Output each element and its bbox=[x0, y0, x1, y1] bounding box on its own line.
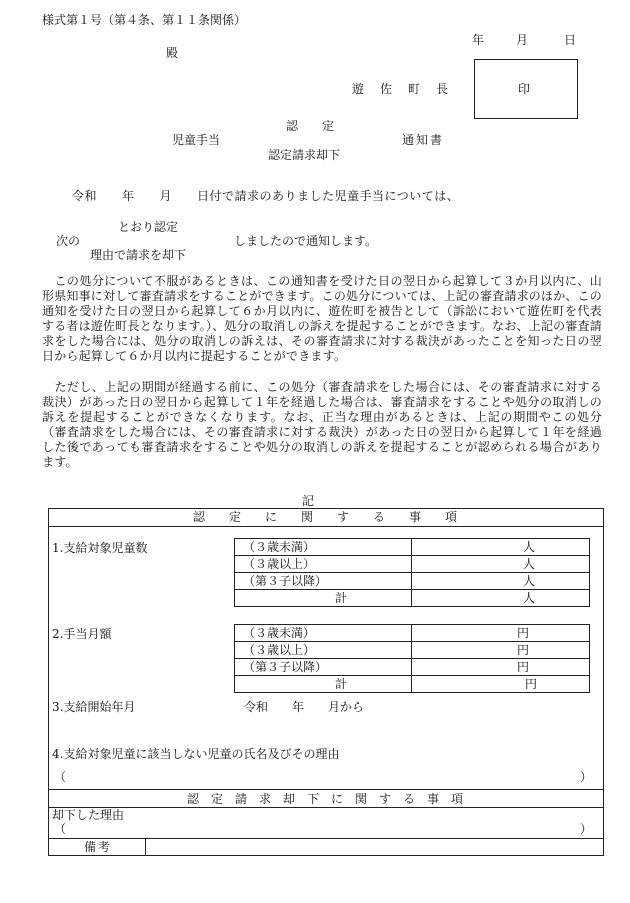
date-day: 日 bbox=[564, 33, 577, 47]
title-option-reject: 認定請求却下 bbox=[268, 148, 341, 162]
start-month-value: 令和 年 月から bbox=[244, 700, 365, 714]
children-row-label: （３歳以上） bbox=[235, 556, 412, 573]
intro-next: 次の bbox=[56, 234, 81, 248]
non-eligible-label: 4.支給対象児童に該当しない児童の氏名及びその理由 bbox=[52, 747, 340, 761]
children-total-label: 計 bbox=[235, 590, 412, 607]
divider bbox=[145, 838, 146, 855]
title-right: 通知書 bbox=[402, 133, 445, 147]
table-row bbox=[235, 556, 590, 573]
intro-option-reject: 理由で請求を却下 bbox=[90, 248, 187, 262]
date-month: 月 bbox=[516, 33, 529, 47]
amount-row-unit: 円 bbox=[412, 659, 590, 676]
intro-tail: しましたので通知します。 bbox=[234, 234, 378, 248]
children-row-label: （３歳未満） bbox=[235, 539, 412, 556]
table-row bbox=[235, 676, 590, 693]
intro-option-approve: とおり認定 bbox=[118, 220, 179, 234]
monthly-amount-table bbox=[234, 624, 590, 693]
divider bbox=[48, 526, 603, 527]
amount-row-label: （３歳以上） bbox=[235, 642, 412, 659]
title-left: 児童手当 bbox=[172, 133, 221, 147]
table-row bbox=[235, 659, 590, 676]
amount-row-label: （３歳未満） bbox=[235, 625, 412, 642]
children-row-label: （第３子以降） bbox=[235, 573, 412, 590]
table-row bbox=[235, 573, 590, 590]
amount-row-label: （第３子以降） bbox=[235, 659, 412, 676]
non-eligible-paren-close: ） bbox=[580, 770, 593, 784]
section-approval-header: 認 定 に 関 す る 事 項 bbox=[192, 510, 457, 524]
amount-total-label: 計 bbox=[235, 676, 412, 693]
issuer-name: 遊 佐 町 長 bbox=[352, 82, 451, 96]
appeal-paragraph-2: ただし、上記の期間が経過する前に、この処分（審査請求をした場合には、その審査請求に対する裁決）があった日の翌日から起算して１年を経過した場合は、審査請求をすることや処分の取消しの訴えを提起することができなくなります。なお、正当な理由があるときは、上記の期間やこの処分（審査請求をした場合には、その審査請求に対する裁決）があった日の翌日から起算して１年を経過した後であっても審査請求をすることや処分の取消しの訴えを提起することが認められる場合があります。 bbox=[42, 380, 602, 469]
form-number: 様式第１号（第４条、第１１条関係） bbox=[42, 13, 247, 27]
rejection-paren-close: ） bbox=[580, 822, 593, 836]
table-row bbox=[235, 539, 590, 556]
amount-row-unit: 円 bbox=[412, 642, 590, 659]
appeal-paragraph-1: この処分について不服があるときは、この通知書を受けた日の翌日から起算して３か月以内に、山形県知事に対して審査請求をすることができます。この処分については、上記の審査請求のほか、この通知を受けた日の翌日から起算して６か月以内に、遊佐町を被告として（訴訟において遊佐町を代表する者は遊佐町長となります。）、処分の取消しの訴えを提起することができます。なお、上記の審査請求をした場合には、処分の取消しの訴えは、その審査請求に対する裁決があったことを知った日の翌日から起算して６か月以内に提起することができます。 bbox=[42, 274, 603, 363]
non-eligible-paren-open: （ bbox=[54, 770, 67, 784]
table-row bbox=[235, 625, 590, 642]
children-total-unit: 人 bbox=[412, 590, 590, 607]
ki-label: 記 bbox=[302, 494, 315, 508]
divider bbox=[48, 838, 603, 839]
remarks-label: 備考 bbox=[84, 840, 113, 854]
date-year: 年 bbox=[472, 33, 485, 47]
monthly-amount-label: 2.手当月額 bbox=[52, 627, 112, 641]
seal-label: 印 bbox=[518, 82, 531, 96]
children-row-unit: 人 bbox=[412, 539, 590, 556]
amount-row-unit: 円 bbox=[412, 625, 590, 642]
divider bbox=[48, 807, 603, 808]
intro-line: 令和 年 月 日付で請求のありました児童手当については、 bbox=[72, 189, 460, 203]
section-rejection-header: 認 定 請 求 却 下 に 関 す る 事 項 bbox=[186, 792, 463, 806]
amount-total-unit: 円 bbox=[412, 676, 590, 693]
table-row bbox=[235, 590, 590, 607]
title-option-approve: 認 定 bbox=[286, 119, 335, 133]
children-count-label: 1.支給対象児童数 bbox=[52, 541, 148, 555]
divider bbox=[48, 789, 603, 790]
rejection-reason-label: 却下した理由 bbox=[52, 808, 125, 822]
children-row-unit: 人 bbox=[412, 556, 590, 573]
children-row-unit: 人 bbox=[412, 573, 590, 590]
children-count-table bbox=[234, 538, 590, 607]
addressee-suffix: 殿 bbox=[166, 46, 179, 60]
table-row bbox=[235, 642, 590, 659]
rejection-paren-open: （ bbox=[54, 822, 67, 836]
start-month-label: 3.支給開始年月 bbox=[52, 700, 136, 714]
